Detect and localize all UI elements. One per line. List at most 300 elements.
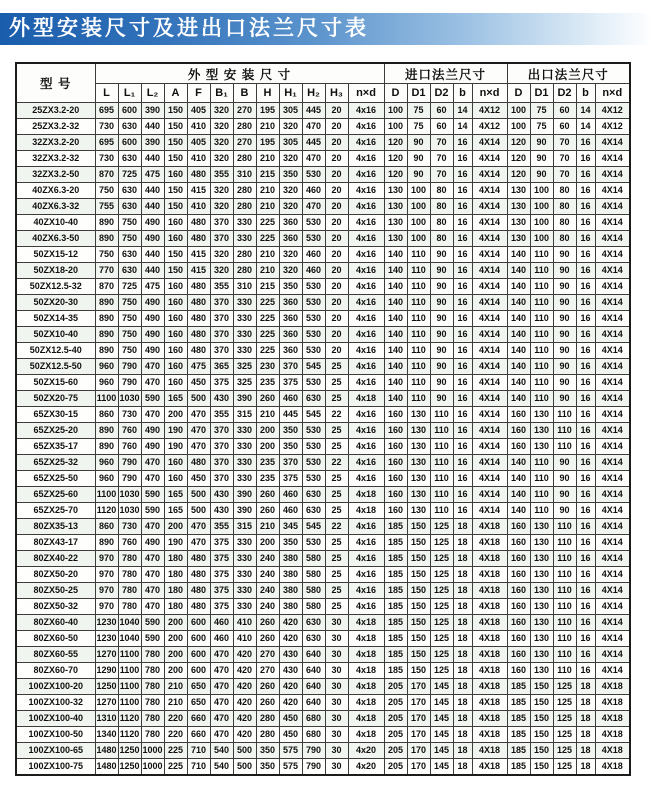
table-cell: 16	[453, 135, 472, 151]
table-cell: 350	[279, 167, 302, 183]
table-cell: 20	[325, 311, 348, 327]
table-cell: 205	[384, 711, 407, 727]
table-cell: 195	[256, 103, 279, 119]
table-cell: 330	[233, 327, 256, 343]
table-cell: 16	[576, 423, 595, 439]
table-cell: 4x16	[348, 359, 384, 375]
table-row	[16, 711, 630, 727]
table-cell: 330	[233, 455, 256, 471]
table-cell: 370	[210, 231, 233, 247]
table-cell: 200	[164, 647, 187, 663]
table-cell: 130	[530, 535, 553, 551]
table-cell: 18	[453, 567, 472, 583]
model-cell: 50ZX14-35	[16, 311, 95, 327]
table-cell: 16	[576, 279, 595, 295]
model-cell: 100ZX100-32	[16, 695, 95, 711]
table-cell: 205	[384, 679, 407, 695]
column-header: F	[187, 84, 210, 103]
table-cell: 235	[256, 471, 279, 487]
table-cell: 470	[141, 519, 164, 535]
table-row	[16, 679, 630, 695]
table-cell: 4X14	[595, 647, 630, 663]
table-cell: 780	[141, 679, 164, 695]
table-cell: 170	[407, 695, 430, 711]
table-cell: 100	[530, 215, 553, 231]
table-cell: 140	[384, 375, 407, 391]
table-cell: 100	[407, 215, 430, 231]
table-cell: 490	[141, 343, 164, 359]
table-cell: 1000	[141, 759, 164, 776]
table-cell: 460	[210, 615, 233, 631]
model-cell: 100ZX100-75	[16, 759, 95, 776]
table-cell: 350	[256, 743, 279, 759]
table-cell: 225	[256, 231, 279, 247]
table-row	[16, 119, 630, 135]
table-cell: 530	[302, 327, 325, 343]
table-cell: 125	[430, 615, 453, 631]
table-cell: 370	[210, 215, 233, 231]
table-cell: 4X14	[595, 343, 630, 359]
table-cell: 125	[430, 567, 453, 583]
table-cell: 410	[233, 631, 256, 647]
table-cell: 16	[576, 455, 595, 471]
table-row	[16, 135, 630, 151]
table-cell: 18	[576, 727, 595, 743]
table-cell: 18	[453, 647, 472, 663]
table-cell: 375	[279, 471, 302, 487]
column-header: n×d	[595, 84, 630, 103]
table-cell: 130	[530, 407, 553, 423]
table-cell: 90	[530, 135, 553, 151]
table-cell: 110	[407, 311, 430, 327]
table-cell: 225	[256, 215, 279, 231]
table-cell: 1030	[118, 391, 141, 407]
table-cell: 530	[302, 295, 325, 311]
table-cell: 16	[576, 439, 595, 455]
table-cell: 225	[256, 311, 279, 327]
table-cell: 18	[576, 743, 595, 759]
table-cell: 130	[507, 183, 530, 199]
table-cell: 16	[576, 215, 595, 231]
table-cell: 4x16	[348, 407, 384, 423]
table-cell: 225	[256, 343, 279, 359]
table-cell: 100	[384, 103, 407, 119]
table-cell: 530	[302, 471, 325, 487]
table-cell: 80	[430, 231, 453, 247]
table-cell: 160	[507, 583, 530, 599]
table-cell: 320	[279, 119, 302, 135]
table-cell: 4X14	[472, 183, 507, 199]
table-cell: 4X14	[595, 535, 630, 551]
table-cell: 110	[530, 359, 553, 375]
table-cell: 16	[453, 327, 472, 343]
table-cell: 130	[530, 567, 553, 583]
table-cell: 4X14	[472, 247, 507, 263]
table-cell: 490	[141, 231, 164, 247]
table-cell: 4X14	[472, 151, 507, 167]
table-cell: 140	[384, 343, 407, 359]
table-cell: 18	[576, 759, 595, 776]
table-cell: 4X14	[595, 215, 630, 231]
table-cell: 25	[325, 375, 348, 391]
group-header-outlet-flange: 出口法兰尺寸	[507, 63, 630, 84]
table-cell: 1230	[95, 631, 118, 647]
table-cell: 110	[407, 247, 430, 263]
table-cell: 4X14	[472, 407, 507, 423]
table-cell: 470	[141, 359, 164, 375]
table-cell: 4X14	[472, 375, 507, 391]
table-cell: 20	[325, 167, 348, 183]
table-cell: 1250	[118, 743, 141, 759]
table-cell: 530	[302, 311, 325, 327]
table-cell: 960	[95, 375, 118, 391]
table-cell: 760	[118, 423, 141, 439]
table-cell: 390	[141, 135, 164, 151]
table-cell: 375	[210, 551, 233, 567]
table-cell: 160	[507, 663, 530, 679]
model-cell: 65ZX25-70	[16, 503, 95, 519]
table-cell: 220	[164, 711, 187, 727]
table-cell: 680	[302, 727, 325, 743]
table-cell: 415	[187, 263, 210, 279]
table-cell: 4X14	[595, 487, 630, 503]
table-cell: 110	[553, 647, 576, 663]
table-cell: 4X14	[595, 439, 630, 455]
table-cell: 16	[576, 199, 595, 215]
table-cell: 150	[530, 679, 553, 695]
table-cell: 100	[407, 231, 430, 247]
table-cell: 370	[210, 471, 233, 487]
column-header: b	[453, 84, 472, 103]
table-cell: 110	[530, 263, 553, 279]
table-cell: 470	[141, 471, 164, 487]
table-cell: 16	[576, 407, 595, 423]
table-cell: 1030	[118, 487, 141, 503]
table-cell: 410	[187, 119, 210, 135]
table-cell: 16	[576, 167, 595, 183]
table-cell: 16	[453, 167, 472, 183]
table-cell: 18	[576, 695, 595, 711]
table-cell: 4x18	[348, 503, 384, 519]
table-cell: 630	[302, 487, 325, 503]
table-cell: 710	[187, 743, 210, 759]
table-cell: 470	[302, 151, 325, 167]
table-cell: 380	[279, 599, 302, 615]
table-row	[16, 551, 630, 567]
table-cell: 90	[553, 375, 576, 391]
table-cell: 70	[430, 135, 453, 151]
table-cell: 185	[507, 727, 530, 743]
table-cell: 90	[407, 167, 430, 183]
table-cell: 370	[279, 359, 302, 375]
table-cell: 410	[233, 615, 256, 631]
table-cell: 890	[95, 231, 118, 247]
table-cell: 4X14	[472, 295, 507, 311]
table-cell: 125	[553, 679, 576, 695]
table-cell: 150	[407, 647, 430, 663]
table-cell: 16	[453, 471, 472, 487]
table-cell: 420	[233, 711, 256, 727]
table-row	[16, 743, 630, 759]
table-cell: 4x16	[348, 167, 384, 183]
table-row	[16, 295, 630, 311]
table-cell: 18	[453, 663, 472, 679]
table-cell: 16	[453, 263, 472, 279]
table-cell: 125	[430, 663, 453, 679]
table-cell: 16	[453, 231, 472, 247]
table-cell: 280	[256, 711, 279, 727]
table-cell: 460	[302, 247, 325, 263]
table-cell: 30	[325, 679, 348, 695]
table-cell: 14	[453, 119, 472, 135]
table-cell: 25	[325, 599, 348, 615]
table-cell: 320	[210, 135, 233, 151]
table-cell: 16	[453, 407, 472, 423]
table-cell: 150	[164, 183, 187, 199]
table-cell: 165	[164, 503, 187, 519]
page-title: 外型安装尺寸及进出口法兰尺寸表	[9, 17, 369, 40]
table-cell: 16	[576, 551, 595, 567]
table-cell: 4x18	[348, 631, 384, 647]
table-cell: 4X14	[595, 551, 630, 567]
table-cell: 790	[118, 471, 141, 487]
table-cell: 14	[453, 103, 472, 119]
table-cell: 630	[302, 503, 325, 519]
dimensions-table-container	[15, 62, 631, 776]
table-cell: 600	[187, 663, 210, 679]
model-cell: 65ZX25-50	[16, 471, 95, 487]
table-cell: 16	[576, 375, 595, 391]
model-cell: 25ZX3.2-32	[16, 119, 95, 135]
table-cell: 750	[118, 343, 141, 359]
table-cell: 480	[187, 551, 210, 567]
table-cell: 150	[164, 103, 187, 119]
table-cell: 260	[256, 487, 279, 503]
table-cell: 970	[95, 599, 118, 615]
table-cell: 150	[164, 199, 187, 215]
table-cell: 380	[279, 567, 302, 583]
table-cell: 490	[141, 535, 164, 551]
table-cell: 110	[530, 391, 553, 407]
table-row	[16, 423, 630, 439]
table-cell: 4x16	[348, 471, 384, 487]
model-cell: 40ZX10-40	[16, 215, 95, 231]
table-cell: 460	[279, 503, 302, 519]
table-cell: 730	[95, 119, 118, 135]
table-cell: 500	[233, 759, 256, 776]
table-cell: 90	[407, 135, 430, 151]
table-cell: 16	[453, 359, 472, 375]
table-cell: 460	[302, 263, 325, 279]
table-cell: 4x20	[348, 759, 384, 776]
table-cell: 320	[279, 151, 302, 167]
table-cell: 215	[256, 279, 279, 295]
table-cell: 16	[453, 423, 472, 439]
table-cell: 20	[325, 263, 348, 279]
model-cell: 32ZX3.2-50	[16, 167, 95, 183]
table-cell: 760	[118, 439, 141, 455]
table-cell: 4X14	[472, 455, 507, 471]
table-cell: 240	[256, 567, 279, 583]
table-cell: 260	[256, 679, 279, 695]
table-cell: 1100	[118, 695, 141, 711]
table-cell: 60	[553, 103, 576, 119]
table-cell: 185	[384, 567, 407, 583]
model-cell: 65ZX25-32	[16, 455, 95, 471]
table-cell: 75	[530, 119, 553, 135]
table-cell: 110	[530, 279, 553, 295]
table-cell: 130	[530, 663, 553, 679]
table-cell: 150	[530, 759, 553, 776]
table-cell: 80	[553, 183, 576, 199]
table-cell: 200	[164, 407, 187, 423]
model-cell: 80ZX50-32	[16, 599, 95, 615]
table-cell: 280	[233, 151, 256, 167]
model-cell: 50ZX12.5-40	[16, 343, 95, 359]
table-cell: 110	[407, 391, 430, 407]
table-cell: 960	[95, 455, 118, 471]
table-cell: 110	[530, 471, 553, 487]
table-cell: 150	[407, 519, 430, 535]
table-cell: 390	[233, 487, 256, 503]
dimensions-table	[15, 62, 631, 776]
table-cell: 16	[576, 343, 595, 359]
table-cell: 460	[302, 183, 325, 199]
table-cell: 330	[233, 311, 256, 327]
table-cell: 70	[553, 135, 576, 151]
table-cell: 4X14	[595, 599, 630, 615]
table-cell: 225	[256, 295, 279, 311]
table-cell: 4X14	[472, 343, 507, 359]
table-cell: 145	[430, 711, 453, 727]
model-cell: 50ZX20-30	[16, 295, 95, 311]
table-cell: 16	[576, 311, 595, 327]
table-cell: 70	[430, 151, 453, 167]
table-cell: 470	[187, 439, 210, 455]
table-cell: 470	[187, 423, 210, 439]
table-cell: 4x16	[348, 295, 384, 311]
table-cell: 320	[210, 183, 233, 199]
table-cell: 480	[187, 343, 210, 359]
table-cell: 470	[210, 663, 233, 679]
table-cell: 20	[325, 279, 348, 295]
table-cell: 390	[233, 391, 256, 407]
table-row	[16, 759, 630, 776]
table-cell: 4X18	[595, 727, 630, 743]
table-cell: 185	[384, 663, 407, 679]
table-cell: 18	[453, 727, 472, 743]
table-row	[16, 407, 630, 423]
table-cell: 190	[164, 439, 187, 455]
table-cell: 90	[430, 359, 453, 375]
table-cell: 240	[256, 583, 279, 599]
table-cell: 120	[384, 135, 407, 151]
column-header-row	[16, 84, 630, 103]
table-cell: 420	[233, 663, 256, 679]
table-cell: 160	[164, 167, 187, 183]
table-cell: 730	[118, 519, 141, 535]
table-cell: 240	[256, 551, 279, 567]
table-cell: 4x18	[348, 487, 384, 503]
model-cell: 50ZX18-20	[16, 263, 95, 279]
table-cell: 16	[453, 247, 472, 263]
model-cell: 80ZX40-22	[16, 551, 95, 567]
table-cell: 230	[256, 359, 279, 375]
table-cell: 140	[507, 247, 530, 263]
table-cell: 590	[141, 631, 164, 647]
table-cell: 420	[279, 615, 302, 631]
table-cell: 140	[507, 359, 530, 375]
table-cell: 130	[530, 599, 553, 615]
table-cell: 160	[164, 471, 187, 487]
table-cell: 110	[430, 471, 453, 487]
table-cell: 490	[141, 423, 164, 439]
table-row	[16, 535, 630, 551]
table-cell: 16	[453, 375, 472, 391]
column-header: L	[95, 84, 118, 103]
table-cell: 450	[279, 711, 302, 727]
table-cell: 25	[325, 391, 348, 407]
model-cell: 100ZX100-40	[16, 711, 95, 727]
table-cell: 4x16	[348, 151, 384, 167]
table-cell: 160	[507, 551, 530, 567]
table-cell: 16	[453, 503, 472, 519]
table-cell: 160	[507, 615, 530, 631]
table-cell: 370	[210, 423, 233, 439]
table-cell: 160	[164, 343, 187, 359]
table-cell: 4X18	[595, 679, 630, 695]
table-cell: 185	[384, 583, 407, 599]
table-cell: 590	[141, 487, 164, 503]
table-cell: 130	[384, 215, 407, 231]
table-cell: 470	[210, 727, 233, 743]
table-cell: 4X18	[472, 551, 507, 567]
table-cell: 130	[407, 423, 430, 439]
table-cell: 460	[279, 487, 302, 503]
table-cell: 20	[325, 151, 348, 167]
table-cell: 150	[530, 727, 553, 743]
table-cell: 4X12	[472, 119, 507, 135]
table-cell: 210	[256, 199, 279, 215]
table-cell: 4X14	[595, 375, 630, 391]
table-cell: 16	[453, 295, 472, 311]
table-cell: 4X18	[472, 519, 507, 535]
table-cell: 580	[302, 583, 325, 599]
table-cell: 130	[530, 647, 553, 663]
table-cell: 125	[430, 631, 453, 647]
table-cell: 80	[553, 231, 576, 247]
table-cell: 4X14	[595, 663, 630, 679]
table-cell: 225	[256, 327, 279, 343]
table-cell: 970	[95, 583, 118, 599]
column-header: D	[384, 84, 407, 103]
table-cell: 140	[384, 247, 407, 263]
table-cell: 18	[453, 759, 472, 776]
table-cell: 4X18	[472, 679, 507, 695]
table-cell: 780	[118, 567, 141, 583]
table-cell: 16	[576, 567, 595, 583]
table-cell: 490	[141, 215, 164, 231]
table-cell: 360	[279, 295, 302, 311]
table-cell: 860	[95, 519, 118, 535]
table-row	[16, 727, 630, 743]
table-cell: 410	[187, 199, 210, 215]
table-cell: 530	[302, 423, 325, 439]
table-cell: 680	[302, 711, 325, 727]
table-cell: 145	[430, 695, 453, 711]
table-cell: 420	[279, 631, 302, 647]
table-cell: 4X14	[472, 439, 507, 455]
